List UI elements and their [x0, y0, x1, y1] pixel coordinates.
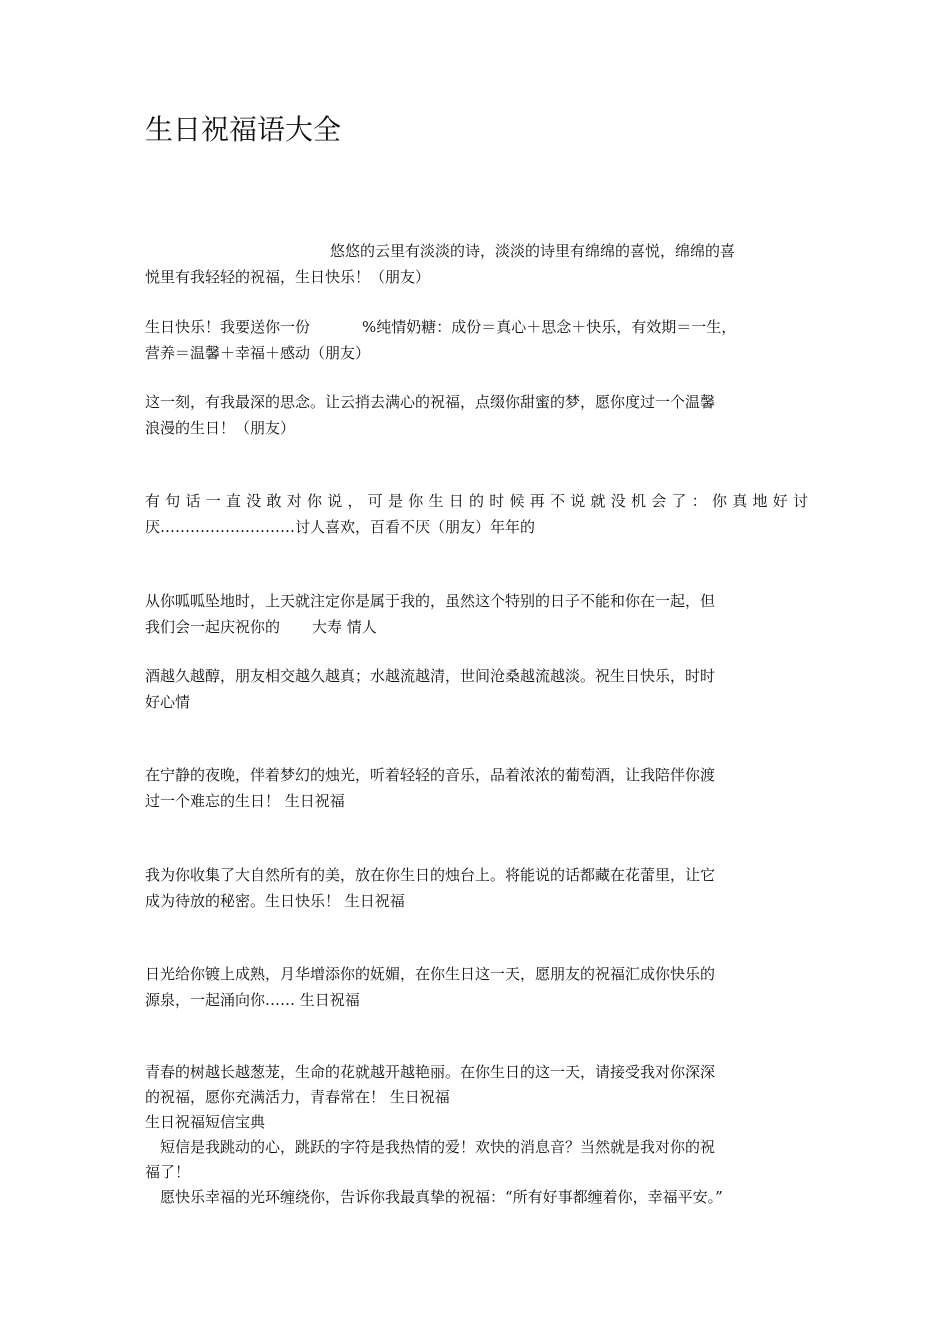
paragraph-line: 愿快乐幸福的光环缠绕你，告诉你我最真挚的祝福：“所有好事都缠着你，幸福平安。”: [145, 1188, 723, 1206]
paragraph-9: [145, 961, 808, 1013]
paragraph-line: 过一个难忘的生日！ 生日祝福: [145, 792, 345, 810]
paragraph-1: [145, 238, 808, 290]
paragraph-line: 从你呱呱坠地时，上天就注定你是属于我的，虽然这个特别的日子不能和你在一起，但: [145, 592, 716, 610]
paragraph-5: [145, 588, 808, 640]
paragraph-line: 酒越久越醇，朋友相交越久越真；水越流越清，世间沧桑越流越淡。祝生日快乐，时时: [145, 667, 716, 685]
paragraph-line: [145, 614, 808, 640]
paragraph-line: [145, 314, 808, 340]
paragraph-2: [145, 314, 808, 366]
paragraph-line: 营养＝温馨＋幸福＋感动（朋友）: [145, 344, 371, 362]
section-heading: 生日祝福短信宝典: [145, 1113, 266, 1131]
paragraph-line: 有句话一直没敢对你说，可是你生日的时候再不说就没机会了：你真地好讨: [145, 492, 808, 510]
paragraph-line: 青春的树越长越葱茏，生命的花就越开越艳丽。在你生日的这一天，请接受我对你深深: [145, 1063, 716, 1081]
paragraph-7: [145, 762, 808, 814]
paragraph-line-part: %纯情奶糖：成份＝真心＋思念＋快乐，有效期＝一生，: [362, 318, 737, 336]
paragraph-line: 悠悠的云里有淡淡的诗，淡淡的诗里有绵绵的喜悦，绵绵的喜: [330, 242, 736, 260]
paragraph-line: 厌………………………讨人喜欢，百看不厌（朋友）年年的: [145, 518, 536, 536]
paragraph-line-part: 大寿 情人: [312, 618, 377, 636]
paragraph-6: [145, 663, 808, 715]
paragraph-line-part: 生日快乐！我要送你一份: [145, 318, 311, 336]
paragraph-line: 浪漫的生日！（朋友）: [145, 419, 296, 437]
paragraph-line: 我为你收集了大自然所有的美，放在你生日的烛台上。将能说的话都藏在花蕾里，让它: [145, 866, 716, 884]
page-title: 生日祝福语大全: [145, 113, 342, 146]
paragraph-line: 的祝福，愿你充满活力，青春常在！ 生日祝福: [145, 1088, 450, 1106]
paragraph-line: 日光给你镀上成熟，月华增添你的妩媚，在你生日这一天，愿朋友的祝福汇成你快乐的: [145, 965, 716, 983]
paragraph-line: 悦里有我轻轻的祝福，生日快乐！（朋友）: [145, 268, 431, 286]
paragraph-line: 在宁静的夜晚，伴着梦幻的烛光，听着轻轻的音乐，品着浓浓的葡萄酒，让我陪伴你渡: [145, 766, 716, 784]
paragraph-line: 这一刻，有我最深的思念。让云捎去满心的祝福，点缀你甜蜜的梦，愿你度过一个温馨: [145, 393, 716, 411]
paragraph-line: 成为待放的秘密。生日快乐！ 生日祝福: [145, 892, 405, 910]
paragraph-4: [145, 488, 808, 540]
paragraph-line: 福了！: [145, 1163, 191, 1181]
paragraph-8: [145, 862, 808, 914]
paragraph-line: 短信是我跳动的心，跳跃的字符是我热情的爱！欢快的消息音？当然就是我对你的祝: [145, 1138, 716, 1156]
paragraph-line: 好心情: [145, 693, 191, 711]
paragraph-line-part: 我们会一起庆祝你的: [145, 618, 281, 636]
paragraph-10: [145, 1060, 808, 1210]
paragraph-3: [145, 389, 808, 441]
paragraph-line: 源泉，一起涌向你…… 生日祝福: [145, 991, 360, 1009]
